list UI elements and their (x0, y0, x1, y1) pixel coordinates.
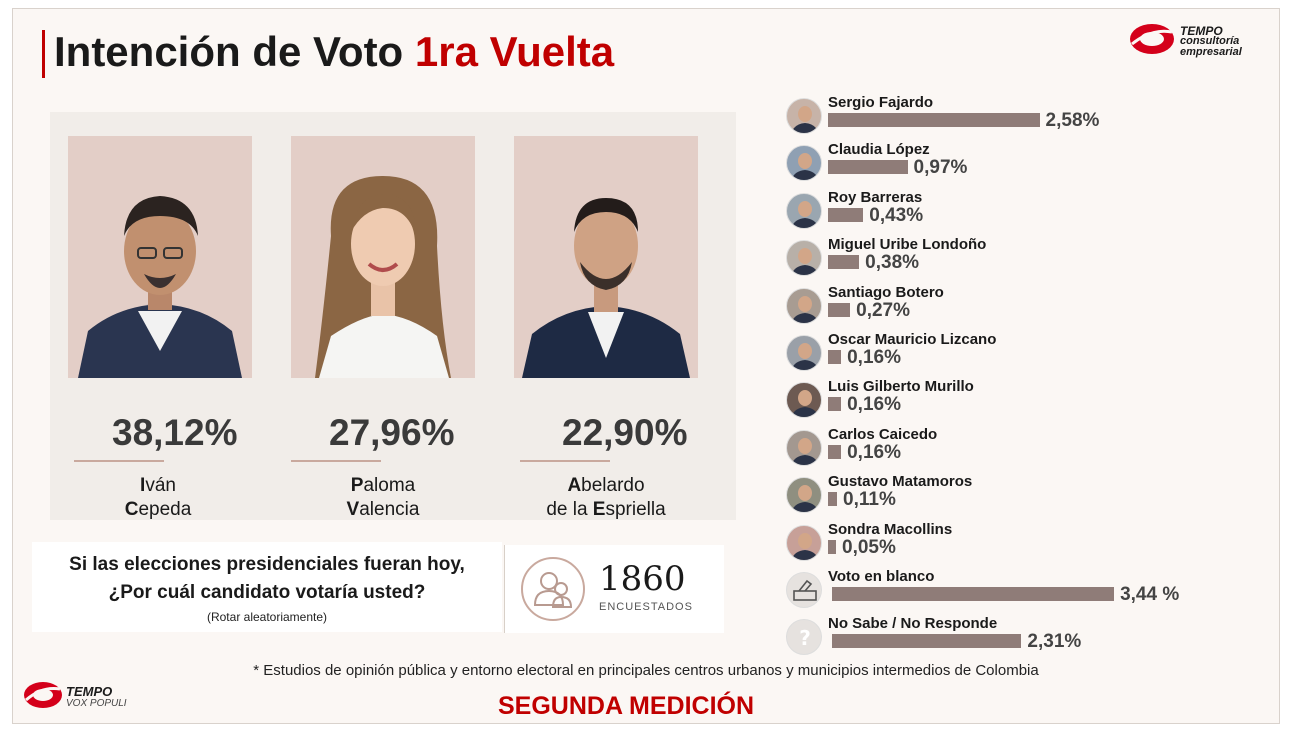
bar (828, 303, 850, 317)
candidate-photo (291, 136, 475, 378)
bar (828, 492, 837, 506)
question-note: (Rotar aleatoriamente) (206, 610, 328, 624)
candidate-avatar (786, 477, 822, 513)
respondents-icon (521, 557, 585, 621)
name-rest: aloma (363, 475, 416, 496)
bar-category-label: Sondra Macollins (828, 520, 953, 538)
svg-text:?: ? (799, 626, 811, 651)
bar (828, 160, 908, 174)
sample-size-box (504, 545, 724, 633)
bar-value-label: 2,31% (1027, 631, 1082, 653)
surname-initial: E (592, 499, 606, 520)
candidate-name (530, 474, 682, 522)
page-title (54, 28, 614, 76)
bar-category-label: Gustavo Matamoros (828, 473, 973, 491)
bar (828, 350, 841, 364)
bar (828, 255, 859, 269)
candidate-photo (68, 136, 252, 378)
bar-value-label: 2,58% (1045, 110, 1100, 131)
candidate-avatar (786, 193, 822, 229)
brand-line-2 (1180, 36, 1242, 58)
surname-prefix: de la (546, 499, 593, 520)
bottom-brand-line-2: VOX POPULI (66, 698, 127, 709)
name-initial: I (140, 475, 146, 496)
bar (828, 540, 836, 554)
bar-category-label: Miguel Uribe Londoño (828, 236, 987, 254)
name-rest: belardo (581, 475, 645, 496)
brand-line-2-text: consultoría (1180, 35, 1240, 47)
tempo-vox-populi-logo (22, 680, 142, 712)
candidate-avatar (786, 240, 822, 276)
bottom-brand-line-1: TEMPO (66, 684, 113, 699)
candidate-photo (514, 136, 698, 378)
bar-row (782, 236, 1202, 280)
bar-category-label: No Sabe / No Responde (828, 615, 998, 633)
bar-category-label: Voto en blanco (828, 568, 935, 585)
bar-row (782, 426, 1202, 470)
bar (828, 113, 1040, 127)
bar-row (782, 94, 1202, 138)
survey-question-box (32, 542, 502, 632)
bar-value-label: 0,38% (865, 252, 920, 274)
brand-line-1: TEMPO (1180, 24, 1223, 38)
candidate-avatar (786, 525, 822, 561)
top-candidates-panel (50, 112, 736, 520)
candidate-avatar (786, 382, 822, 418)
bar-category-label: Roy Barreras (828, 188, 923, 206)
bar-value-label: 0,43% (869, 204, 924, 226)
candidate-underline (520, 460, 610, 462)
bar-category-label: Carlos Caicedo (828, 425, 938, 443)
bar-row (782, 141, 1202, 185)
name-initial: A (567, 475, 582, 496)
person-portrait-icon (291, 136, 475, 378)
title-main: Intención de Voto (54, 28, 404, 75)
sample-count: 1860 (599, 559, 686, 599)
name-initial: P (350, 475, 364, 496)
brand-line-3-text: empresarial (1180, 46, 1242, 58)
bar (828, 397, 841, 411)
bar-value-label: 3,44 % (1120, 584, 1180, 605)
bar (828, 208, 863, 222)
ballot-box-icon (786, 572, 822, 608)
bar-category-label: Claudia López (828, 141, 930, 159)
candidate-percentage: 22,90% (562, 412, 688, 453)
bar-row (782, 189, 1202, 233)
bar-category-label: Oscar Mauricio Lizcano (828, 331, 997, 348)
name-rest: ván (145, 475, 176, 496)
bar (828, 445, 841, 459)
candidate-underline (74, 460, 164, 462)
person-portrait-icon (68, 136, 252, 378)
bar-category-label: Luis Gilberto Murillo (828, 378, 974, 396)
bar (832, 634, 1021, 648)
bar-row (782, 473, 1202, 517)
candidate-avatar (786, 335, 822, 371)
bar-category-label: Sergio Fajardo (828, 94, 934, 111)
surname-rest: epeda (138, 499, 192, 520)
candidate-avatar (786, 145, 822, 181)
tempo-logo-icon (1128, 22, 1176, 56)
footnote: * Estudios de opinión pública y entorno electoral en principales centros urbanos y municipios intermedios de Colombia (253, 662, 1039, 679)
bar-row (782, 521, 1202, 565)
bar (832, 587, 1114, 601)
candidate-percentage: 27,96% (329, 412, 455, 453)
bar-value-label: 0,16% (847, 441, 901, 463)
bar-row (782, 284, 1202, 328)
bar-row (782, 568, 1202, 612)
candidate-avatar (786, 98, 822, 134)
bar-category-label: Santiago Botero (828, 283, 944, 301)
tempo-consultoria-logo (1128, 20, 1278, 60)
bar-row (782, 378, 1202, 422)
person-portrait-icon (514, 136, 698, 378)
bar-row (782, 615, 1202, 659)
bar-value-label: 0,16% (847, 394, 901, 416)
surname-initial: C (124, 499, 139, 520)
question-mark-icon (786, 619, 822, 655)
candidate-name (311, 474, 455, 522)
bar-value-label: 0,11% (843, 489, 896, 511)
candidate-underline (291, 460, 381, 462)
question-line-2: ¿Por cuál candidato votaría usted? (108, 582, 426, 603)
surname-rest: spriella (605, 499, 666, 520)
tempo-logo-icon (22, 680, 64, 710)
measurement-label: SEGUNDA MEDICIÓN (498, 692, 755, 720)
bar-value-label: 0,05% (842, 536, 896, 558)
question-line-1: Si las elecciones presidenciales fueran hoy, (69, 554, 465, 575)
sample-label: ENCUESTADOS (599, 601, 693, 613)
surname-initial: V (346, 499, 360, 520)
bar-value-label: 0,97% (913, 157, 968, 179)
bar-value-label: 0,27% (856, 299, 910, 321)
candidate-avatar (786, 288, 822, 324)
surname-rest: alencia (359, 499, 420, 520)
candidate-name (86, 474, 230, 522)
bar-value-label: 0,16% (847, 347, 901, 368)
candidate-percentage: 38,12% (112, 412, 238, 453)
title-accent-bar (42, 30, 45, 78)
candidate-avatar (786, 430, 822, 466)
bar-row (782, 331, 1202, 375)
title-accent: 1ra Vuelta (414, 28, 615, 75)
